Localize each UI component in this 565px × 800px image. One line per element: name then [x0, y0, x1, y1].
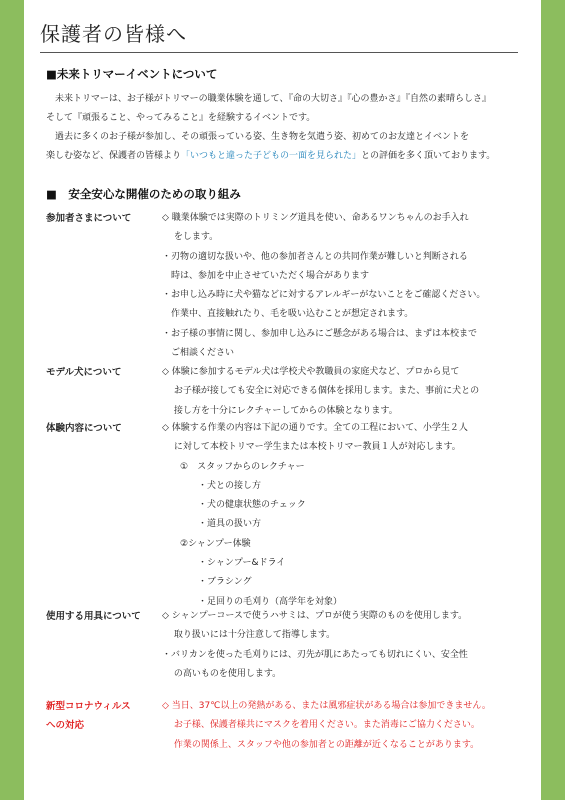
- event-description: [46, 90, 524, 166]
- event-line: 未来トリマーは、お子様がトリマーの職業体験を通して、『命の大切さ』『心の豊かさ』『自然の素晴らしさ』: [46, 94, 491, 104]
- highlight-quote: 「いつもと違った子どもの一面を見られた」: [181, 151, 362, 161]
- title-underline: [40, 52, 518, 53]
- label-covid: 新型コロナウィルス への対応: [46, 701, 131, 731]
- label-model-dogs: モデル犬について: [46, 367, 122, 378]
- tools-text: ◇ シャンプーコースで使うハサミは、プロが使う実際のものを使用します。 取り扱いには十分注意して指導します。 ・バリカンを使った毛刈りには、刃先が肌にあたっても切れにくい、安全性 の高いものを使用します。: [162, 611, 468, 679]
- model-dogs-text: ◇ 体験に参加するモデル犬は学校犬や教職員の家庭犬など、プロから見て お子様が接しても安全に対応できる個体を採用します。また、事前に犬との 接し方を十分にレクチャーしてからの体験となります。: [162, 367, 480, 416]
- label-participants: 参加者さまについて: [46, 213, 132, 224]
- covid-text: ◇ 当日、37℃以上の発熱がある、または風邪症状がある場合は参加できません。 お子様、保護者様共にマスクを着用ください。また消毒にご協力ください。 作業の関係上、スタッフや他の参加者との距離が近くなることがあります。: [162, 701, 491, 750]
- right-green-band: [541, 0, 565, 800]
- label-tools: 使用する用具について: [46, 611, 141, 622]
- section-heading-safety: ■ 安全安心な開催のための取り組み: [46, 187, 241, 201]
- page-title: 保護者の皆様へ: [40, 22, 187, 46]
- event-line-last: 楽しむ姿など、保護者の皆様より「いつもと違った子どもの一面を見られた」との評価を多く頂いております。: [46, 151, 496, 161]
- section-heading-event: ■未来トリマーイベントについて: [46, 67, 218, 81]
- label-experience: 体験内容について: [46, 423, 122, 434]
- participants-text: ◇ 職業体験では実際のトリミング道具を使い、命あるワンちゃんのお手入れ をします。 ・刃物の適切な扱いや、他の参加者さんとの共同作業が難しいと判断される 時は、参加を中止させていただく場合があります ・お申し込み時に犬や猫などに対するアレルギーがないことをご確認ください。 作業中、直接触れたり、毛を吸い込むことが想定されます。 ・お子様の事情に関し、参加申し込みにご懸念がある場合は、まずは本校まで ご相談ください: [162, 213, 486, 359]
- event-line: そして『頑張ること、やってみること』を経験するイベントです。: [46, 113, 316, 123]
- event-line: 過去に多くのお子様が参加し、その頑張っている姿、生き物を気遣う姿、初めてのお友達とイベントを: [46, 132, 470, 142]
- experience-text: ◇ 体験する作業の内容は下記の通りです。全ての工程において、小学生２人 に対して本校トリマー学生または本校トリマー教員１人が対応します。 ① スタッフからのレクチャー ・犬との接し方 ・犬の健康状態のチェック ・道具の扱い方 ②シャンプー体験 ・シャンプー&ドライ ・ブラシング ・足回りの毛刈り（高学年を対象）: [162, 423, 468, 607]
- left-green-band: [0, 0, 24, 800]
